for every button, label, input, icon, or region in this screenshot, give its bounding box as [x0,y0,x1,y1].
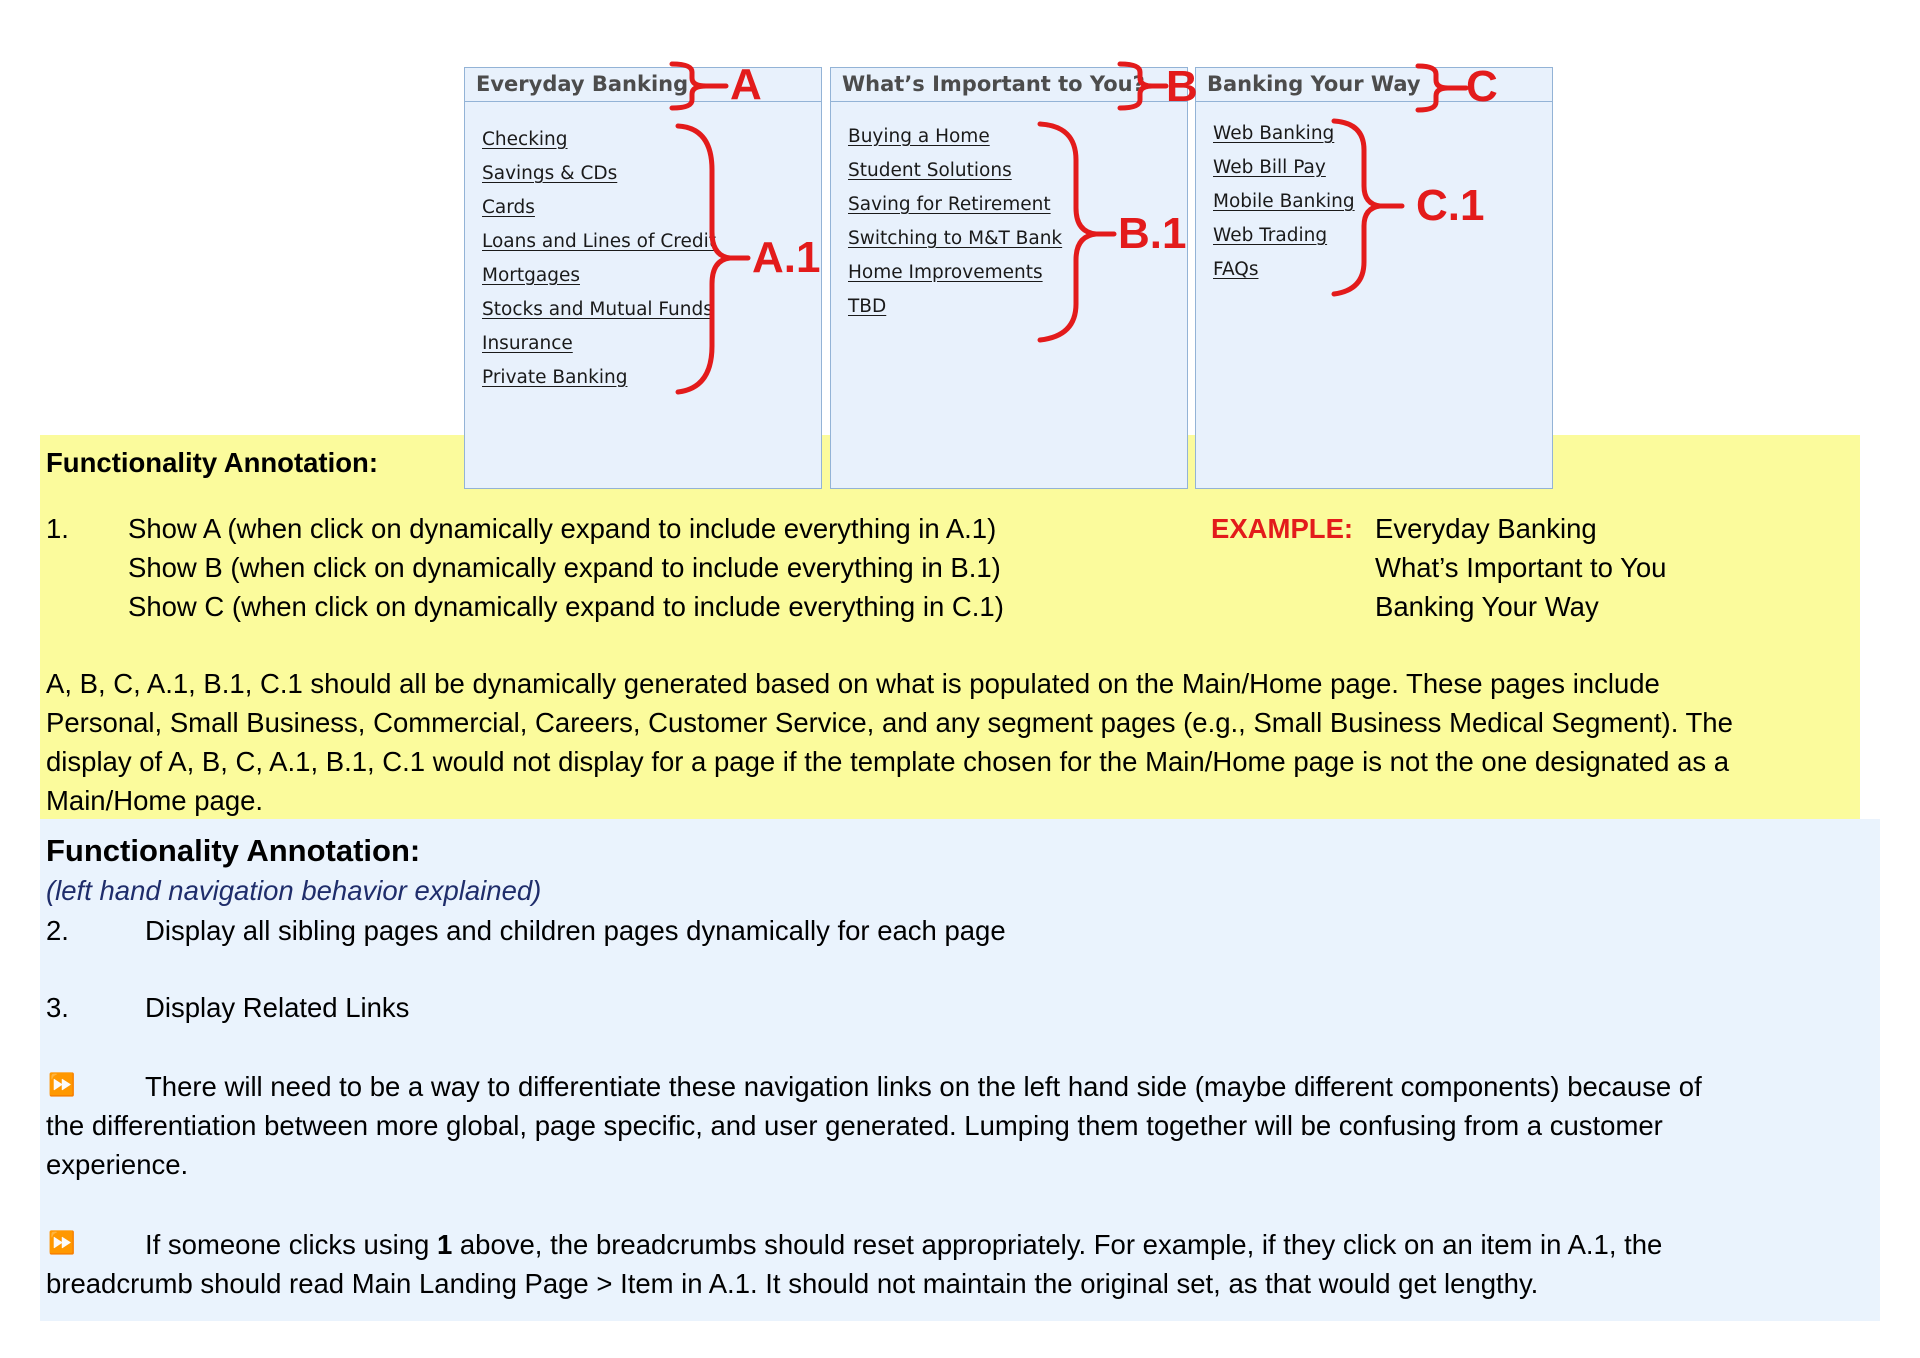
nav-link[interactable]: FAQs [1213,259,1259,280]
nav-link[interactable]: Mobile Banking [1213,191,1355,212]
annotation-line: Show C (when click on dynamically expand to include everything in C.1) [128,591,1004,622]
annotation-2-subtitle: (left hand navigation behavior explained) [46,875,542,906]
marker-a: A [730,60,762,109]
bullet-1-line: the differentiation between more global, page specific, and user generated. Lumping them together will be confusing from a customer [46,1110,1663,1141]
item-3-text: Display Related Links [145,992,410,1023]
bullet-1-line: There will need to be a way to differentiate these navigation links on the left hand side (maybe different components) because of [145,1071,1702,1102]
nav-link[interactable]: Web Trading [1213,225,1328,246]
item-number: 2. [46,915,69,946]
nav-link[interactable]: Buying a Home [848,126,990,147]
nav-link[interactable]: Loans and Lines of Credit [482,231,716,252]
marker-b1: B.1 [1118,209,1187,258]
example-item: Everyday Banking [1375,513,1597,544]
example-item: What’s Important to You [1375,552,1667,583]
annotation-line: Show B (when click on dynamically expand to include everything in B.1) [128,552,1001,583]
nav-link[interactable]: Saving for Retirement [848,194,1051,215]
bullet-2-line: breadcrumb should read Main Landing Page > Item in A.1. It should not maintain the original set, as that would get lengthy. [46,1268,1539,1299]
panel-title-banking-your-way[interactable]: Banking Your Way [1196,68,1552,102]
panel-title-everyday-banking[interactable]: Everyday Banking [465,68,821,102]
example-label: EXAMPLE: [1211,513,1354,544]
nav-link[interactable]: Web Banking [1213,123,1335,144]
nav-link[interactable]: Stocks and Mutual Funds [482,299,713,320]
bullet-2-line [145,1231,1662,1259]
marker-c: C [1466,62,1498,111]
nav-link[interactable]: Checking [482,129,568,150]
marker-c1: C.1 [1416,181,1485,230]
panel-title-whats-important[interactable]: What’s Important to You? [831,68,1187,102]
annotation-paragraph-line: A, B, C, A.1, B.1, C.1 should all be dynamically generated based on what is populated on the Main/Home page. These pages include [46,668,1660,699]
fast-forward-icon: ⏩ [48,1231,76,1256]
marker-b: B [1166,62,1198,111]
bullet-2-text-end: above, the breadcrumbs should reset appropriately. For example, if they click on an item in A.1, the [452,1229,1663,1260]
nav-link[interactable]: Private Banking [482,367,628,388]
fast-forward-icon: ⏩ [48,1073,76,1098]
nav-link[interactable]: Savings & CDs [482,163,618,184]
annotation-paragraph-line: Main/Home page. [46,785,264,816]
annotation-paragraph-line: display of A, B, C, A.1, B.1, C.1 would not display for a page if the template chosen for the Main/Home page is not the one designated as a [46,746,1730,777]
nav-link[interactable]: Switching to M&T Bank [848,228,1063,249]
annotation-2-heading: Functionality Annotation: [46,833,421,868]
item-number: 1. [46,513,69,544]
nav-link[interactable]: Web Bill Pay [1213,157,1326,178]
item-2-text: Display all sibling pages and children pages dynamically for each page [145,915,1006,946]
item-number: 3. [46,992,69,1023]
nav-panel-whats-important [830,67,1188,489]
nav-link[interactable]: TBD [848,296,887,317]
bullet-2-text-bold: 1 [436,1229,453,1260]
nav-link[interactable]: Cards [482,197,535,218]
bullet-1-line: experience. [46,1149,189,1180]
nav-link[interactable]: Insurance [482,333,573,354]
nav-link[interactable]: Student Solutions [848,160,1012,181]
nav-link[interactable]: Mortgages [482,265,580,286]
annotation-paragraph-line: Personal, Small Business, Commercial, Careers, Customer Service, and any segment pages (e.g., Small Business Medical Segment). The [46,707,1733,738]
nav-panel-banking-your-way [1195,62,1553,489]
annotation-line: Show A (when click on dynamically expand to include everything in A.1) [128,513,997,544]
bullet-2-text-start: If someone clicks using [145,1229,437,1260]
annotation-1-heading: Functionality Annotation: [46,447,378,478]
marker-a1: A.1 [752,233,821,282]
example-item: Banking Your Way [1375,591,1599,622]
nav-link[interactable]: Home Improvements [848,262,1043,283]
